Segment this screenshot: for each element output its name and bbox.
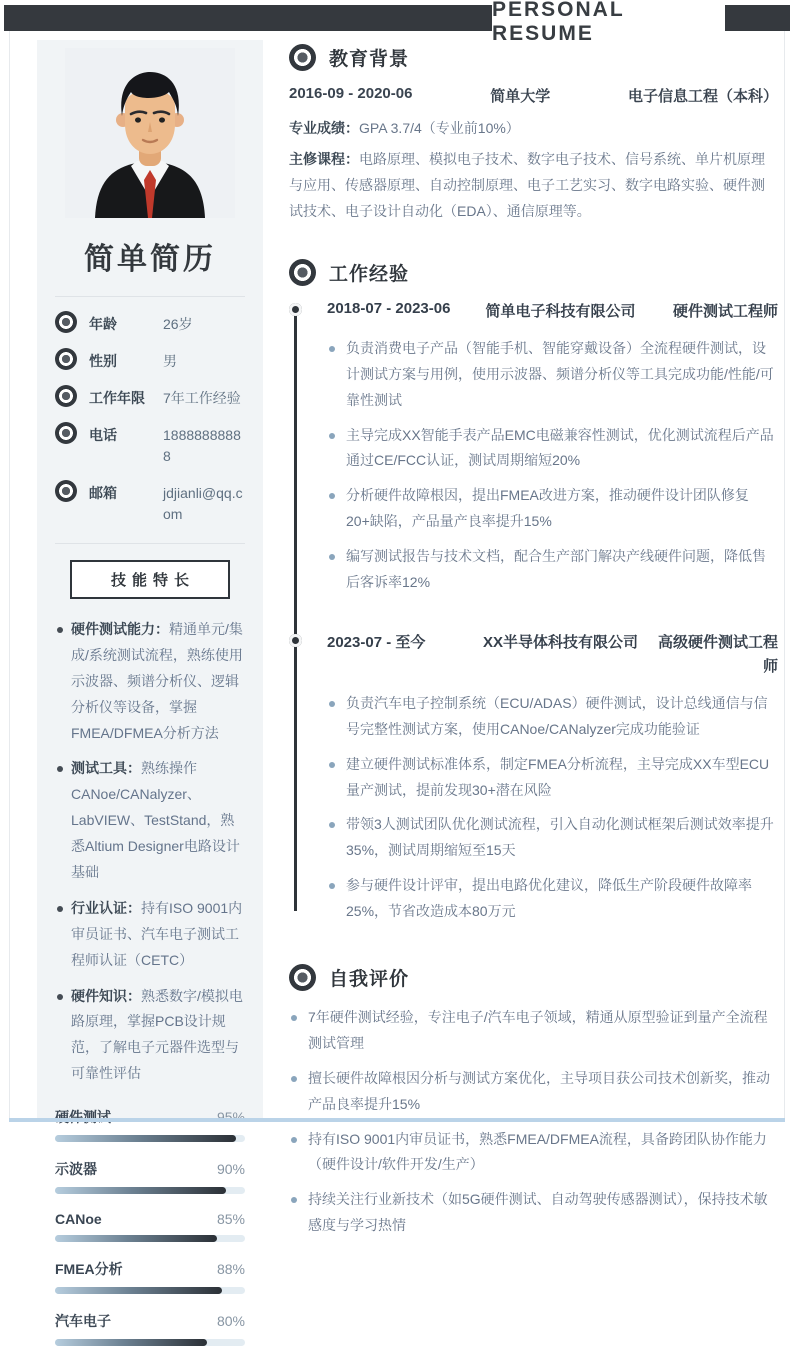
info-label: 年龄 (89, 316, 117, 332)
section-title: 自我评价 (329, 969, 410, 990)
job-bullet (327, 752, 778, 804)
personal-info-list (55, 311, 245, 525)
bar-percent: 90% (216, 1161, 245, 1178)
timeline-dot-icon (289, 634, 302, 647)
bullet-text: 参与硬件设计评审，提出电路优化建议，降低生产阶段硬件故障率25%，节省改造成本80万元 (346, 877, 752, 920)
job-period: 2018-07 - 2023-06 (327, 299, 451, 317)
bullet-icon (329, 493, 335, 499)
resume-title-plate (492, 0, 725, 45)
skill-bar-hardware-testing (55, 1107, 245, 1142)
bar-track (55, 1235, 245, 1242)
job-bullet (327, 483, 778, 535)
timeline-dot-icon (289, 303, 302, 316)
section-education-header (289, 44, 778, 71)
bullet-text: 持有ISO 9001内审员证书，熟悉FMEA/DFMEA流程，具备跨团队协作能力（硬件设计/软件开发/生产） (308, 1130, 767, 1173)
job-bullet (327, 423, 778, 475)
info-row-phone (55, 422, 245, 467)
donut-icon (55, 348, 77, 370)
summary-list (289, 1005, 778, 1239)
main-column (289, 44, 778, 1248)
skill-text: 硬件知识：熟悉数字/模拟电路原理，掌握PCB设计规范，了解电子元器件选型与可靠性评估 (71, 987, 243, 1082)
bottom-accent-line (9, 1118, 785, 1122)
job-header (327, 631, 778, 679)
bar-fill (55, 1287, 222, 1294)
bullet-text: 持续关注行业新技术（如5G硬件测试、自动驾驶传感器测试），保持技术敏感度与学习热情 (308, 1191, 768, 1234)
bullet-text: 主导完成XX智能手表产品EMC电磁兼容性测试，优化测试流程后产品通过CE/FCC认证，测试周期缩短20% (346, 426, 774, 469)
bar-label: FMEA分析 (55, 1261, 123, 1278)
education-gpa: 专业成绩：GPA 3.7/4（专业前10%） (289, 120, 520, 136)
sidebar (37, 40, 263, 1330)
job-header (327, 300, 778, 324)
info-value: 男 (163, 353, 177, 369)
skill-item (55, 756, 245, 885)
info-value: jdjianli@qq.com (163, 485, 243, 522)
bullet-icon (329, 822, 335, 828)
info-value: 7年工作经验 (163, 390, 241, 406)
bar-track (55, 1339, 245, 1346)
jobs-timeline (289, 300, 778, 925)
education-major: 电子信息工程（本科） (627, 88, 778, 105)
divider (55, 296, 245, 297)
bullet-text: 编写测试报告与技术文档，配合生产部门解决产线硬件问题，降低售后客诉率12% (346, 548, 766, 590)
info-label: 电话 (89, 427, 117, 443)
skill-bar-automotive (55, 1311, 245, 1346)
info-row-gender (55, 348, 245, 372)
bar-fill (55, 1339, 207, 1346)
bar-percent: 80% (216, 1313, 245, 1330)
bullet-icon (329, 346, 335, 352)
bar-fill (55, 1187, 226, 1194)
skill-item (55, 984, 245, 1088)
info-value: 18888888888 (163, 427, 241, 464)
skills-title: 技能特长 (110, 572, 195, 589)
top-bar (4, 0, 790, 45)
info-row-experience-years (55, 385, 245, 409)
job-period: 2023-07 - 至今 (327, 633, 426, 651)
section-experience-header (289, 259, 778, 286)
job-company: XX半导体科技有限公司 (482, 633, 638, 651)
skill-item (55, 896, 245, 974)
bar-label: 汽车电子 (55, 1313, 111, 1330)
section-donut-icon (289, 259, 316, 286)
bar-percent: 88% (216, 1261, 245, 1278)
bullet-text: 7年硬件测试经验，专注电子/汽车电子领域，精通从原型验证到量产全流程测试管理 (308, 1009, 768, 1051)
avatar-illustration (65, 48, 235, 218)
bullet-icon (291, 1137, 297, 1143)
job-entry-1 (289, 300, 778, 596)
skill-text: 测试工具：熟练操作CANoe/CANalyzer、LabVIEW、TestStand，熟悉Altium Designer电路设计基础 (71, 760, 240, 881)
info-row-email (55, 480, 245, 525)
skill-bar-oscilloscope (55, 1159, 245, 1194)
education-courses: 主修课程：电路原理、模拟电子技术、数字电子技术、信号系统、单片机原理与应用、传感器原理、自动控制原理、电子工艺实习、数字电路实验、硬件测试技术、电子设计自动化（EDA）、通信原理等。 (289, 151, 765, 219)
bullet-icon (291, 1076, 297, 1082)
bar-label: CANoe (55, 1211, 102, 1228)
summary-bullet (289, 1005, 778, 1057)
info-row-age (55, 311, 245, 335)
bullet-text: 建立硬件测试标准体系，制定FMEA分析流程，主导完成XX车型ECU量产测试，提前发现30+潜在风险 (346, 755, 770, 798)
job-bullet (327, 336, 778, 414)
donut-icon (55, 385, 77, 407)
bullet-icon (329, 883, 335, 889)
job-company: 简单电子科技有限公司 (485, 302, 636, 320)
education-school: 简单大学 (490, 88, 551, 105)
skill-item (55, 617, 245, 746)
bullet-icon (291, 1197, 297, 1203)
bar-track (55, 1287, 245, 1294)
job-role: 高级硬件测试工程师 (657, 633, 778, 675)
skills-title-box (70, 560, 230, 599)
bullet-icon (57, 906, 63, 912)
bullet-icon (329, 433, 335, 439)
candidate-name: 简单简历 (84, 243, 216, 276)
skills-list (55, 617, 245, 1087)
bullet-icon (57, 994, 63, 1000)
job-bullet (327, 544, 778, 596)
bar-fill (55, 1135, 236, 1142)
summary-bullet (289, 1187, 778, 1239)
donut-icon (55, 422, 77, 444)
bullet-text: 分析硬件故障根因，提出FMEA改进方案，推动硬件设计团队修复20+缺陷，产品量产良率提升15% (346, 487, 749, 530)
bar-track (55, 1187, 245, 1194)
job-role: 硬件测试工程师 (672, 302, 778, 320)
job-bullet (327, 812, 778, 864)
donut-icon (55, 311, 77, 333)
summary-bullet (289, 1066, 778, 1118)
skill-bars (55, 1107, 245, 1346)
bullet-text: 擅长硬件故障根因分析与测试方案优化，主导项目获公司技术创新奖，推动产品良率提升15% (308, 1069, 770, 1112)
bullet-icon (57, 766, 63, 772)
skill-bar-canoe (55, 1211, 245, 1242)
info-label: 工作年限 (89, 390, 145, 406)
skill-text: 硬件测试能力：精通单元/集成/系统测试流程，熟练使用示波器、频谱分析仪、逻辑分析仪等设备，掌握FMEA/DFMEA分析方法 (71, 621, 243, 741)
skill-bar-fmea (55, 1259, 245, 1294)
bar-label: 示波器 (55, 1161, 97, 1178)
resume-title: PERSONAL RESUME (492, 0, 625, 45)
section-donut-icon (289, 44, 316, 71)
job-entry-2 (289, 631, 778, 925)
info-value: 26岁 (163, 316, 193, 332)
section-title: 工作经验 (329, 263, 410, 285)
job-bullet (327, 691, 778, 743)
bullet-icon (291, 1015, 297, 1021)
bullet-icon (329, 554, 335, 560)
section-summary-header (289, 964, 778, 991)
bullet-icon (329, 701, 335, 707)
bullet-text: 负责汽车电子控制系统（ECU/ADAS）硬件测试，设计总线通信与信号完整性测试方案，使用CANoe/CANalyzer完成功能验证 (346, 694, 768, 737)
info-label: 性别 (89, 353, 117, 369)
bullet-text: 负责消费电子产品（智能手机、智能穿戴设备）全流程硬件测试，设计测试方案与用例，使用示波器、频谱分析仪等工具完成功能/性能/可靠性测试 (346, 339, 774, 408)
bar-track (55, 1135, 245, 1142)
education-period: 2016-09 - 2020-06 (289, 85, 413, 102)
skill-text: 行业认证：持有ISO 9001内审员证书、汽车电子测试工程师认证（CETC） (71, 899, 243, 968)
info-label: 邮箱 (89, 485, 117, 501)
bar-fill (55, 1235, 217, 1242)
divider (55, 543, 245, 544)
bullet-icon (329, 762, 335, 768)
profile-photo (65, 48, 235, 218)
bar-percent: 85% (216, 1211, 245, 1228)
education-row (289, 85, 778, 106)
section-title: 教育背景 (329, 49, 410, 70)
summary-bullet (289, 1127, 778, 1179)
section-donut-icon (289, 964, 316, 991)
donut-icon (55, 480, 77, 502)
bullet-text: 带领3人测试团队优化测试流程，引入自动化测试框架后测试效率提升35%，测试周期缩短至15天 (346, 816, 774, 859)
bullet-icon (57, 627, 63, 633)
job-bullet (327, 873, 778, 925)
